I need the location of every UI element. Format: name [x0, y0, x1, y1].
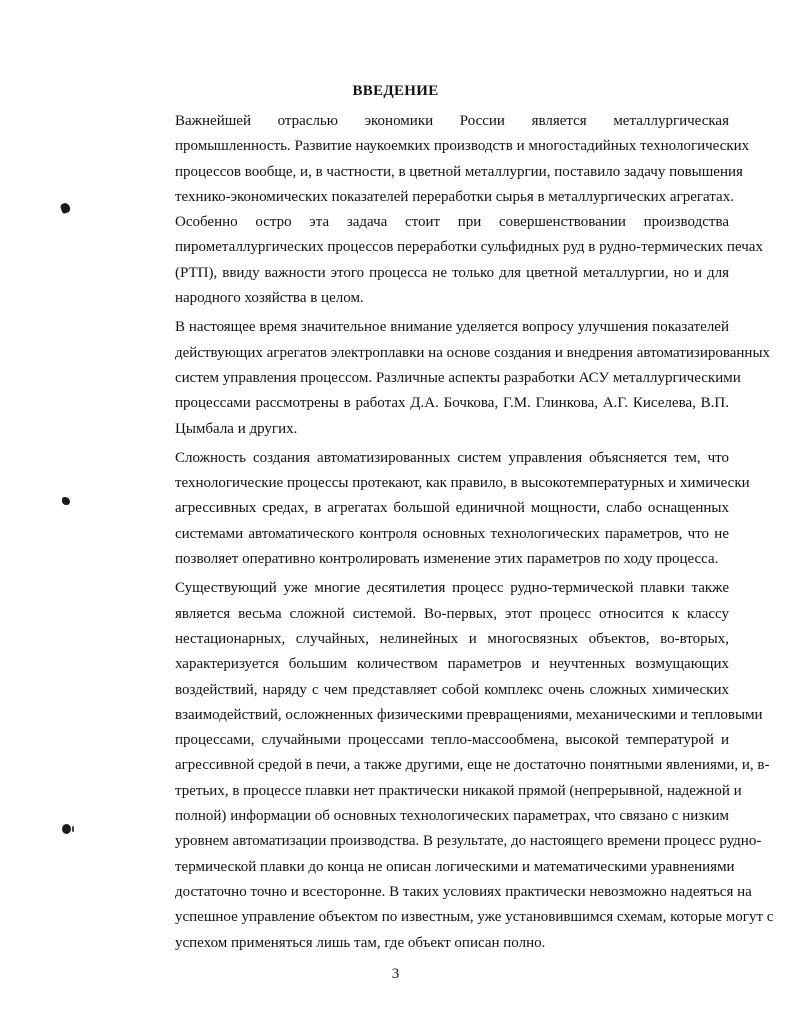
text-line: достаточно точно и всесторонне. В таких условиях практически невозможно надеяться на — [175, 883, 752, 900]
body-text — [131, 109, 774, 960]
text-line: Существующий уже многие десятилетия процесс рудно-термической плавки также — [175, 580, 729, 597]
scan-artifact-mark — [72, 826, 74, 832]
text-line: Особенно остро эта задача стоит при совершенствовании производства — [175, 214, 729, 231]
text-line: взаимодействий, осложненных физическими превращениями, механическими и тепловыми — [175, 706, 763, 723]
scan-artifact-mark — [60, 202, 72, 214]
text-line: процессов вообще, и, в частности, в цветной металлургии, поставило задачу повышения — [175, 163, 743, 180]
text-line: народного хозяйства в целом. — [175, 290, 364, 307]
text-line: (РТП), ввиду важности этого процесса не только для цветной металлургии, но и для — [175, 264, 729, 281]
page-title: ВВЕДЕНИЕ — [352, 83, 439, 99]
text-line: воздействий, наряду с чем представляет собой комплекс очень сложных химических — [175, 681, 729, 698]
page-number: 3 — [391, 966, 400, 982]
text-line: является весьма сложной системой. Во-первых, этот процесс относится к классу — [175, 605, 729, 622]
text-line: Важнейшей отраслью экономики России является металлургическая — [175, 113, 729, 129]
text-line: системами автоматического контроля основных технологических параметров, что не — [175, 525, 729, 542]
text-line: успешное управление объектом по известным, уже установившимся схемам, которые могут с — [175, 909, 774, 926]
text-line: процессами рассмотрены в работах Д.А. Бочкова, Г.М. Глинкова, А.Г. Киселева, В.П. — [175, 395, 729, 412]
text-line: третьих, в процессе плавки нет практически никакой прямой (непрерывной, надежной и — [175, 782, 742, 799]
text-line: агрессивной средой в печи, а также другими, еще не достаточно понятными явлениями, и, в- — [175, 757, 770, 774]
text-line: действующих агрегатов электроплавки на основе создания и внедрения автоматизированных — [175, 344, 771, 361]
text-line: Цымбала и других. — [175, 420, 298, 437]
text-line: уровнем автоматизации производства. В результате, до настоящего времени процесс рудно- — [175, 833, 762, 850]
text-line: процессами, случайными процессами тепло-массообмена, высокой температурой и — [175, 732, 729, 749]
text-line: полной) информации об основных технологических параметрах, что связано с низким — [175, 808, 729, 825]
paragraph — [131, 446, 750, 572]
text-line: технико-экономических показателей переработки сырья в металлургических агрегатах. — [175, 188, 734, 205]
paragraph — [131, 576, 774, 955]
text-line: промышленность. Развитие наукоемких производств и многостадийных технологических — [175, 138, 750, 155]
scan-artifact-mark — [62, 497, 70, 505]
text-line: успехом применяться лишь там, где объект описан полно. — [175, 934, 546, 951]
scan-artifact-mark — [62, 824, 71, 834]
paragraph — [131, 315, 771, 441]
text-line: нестационарных, случайных, нелинейных и многосвязных объектов, во-вторых, — [175, 630, 729, 647]
text-line: пирометаллургических процессов переработки сульфидных руд в рудно-термических печах — [175, 239, 763, 256]
text-line: В настоящее время значительное внимание уделяется вопросу улучшения показателей — [175, 319, 729, 336]
text-line: технологические процессы протекают, как правило, в высокотемпературных и химически — [175, 475, 750, 492]
text-line: термической плавки до конца не описан логическими и математическими уравнениями — [175, 858, 735, 875]
text-line: систем управления процессом. Различные аспекты разработки АСУ металлургическими — [175, 369, 741, 386]
text-line: Сложность создания автоматизированных систем управления объясняется тем, что — [175, 449, 729, 466]
paragraph — [131, 109, 763, 311]
text-line: агрессивных средах, в агрегатах большой единичной мощности, слабо оснащенных — [175, 500, 729, 517]
text-line: характеризуется большим количеством параметров и неучтенных возмущающих — [175, 656, 729, 673]
text-line: позволяет оперативно контролировать изменение этих параметров по ходу процесса. — [175, 551, 719, 568]
